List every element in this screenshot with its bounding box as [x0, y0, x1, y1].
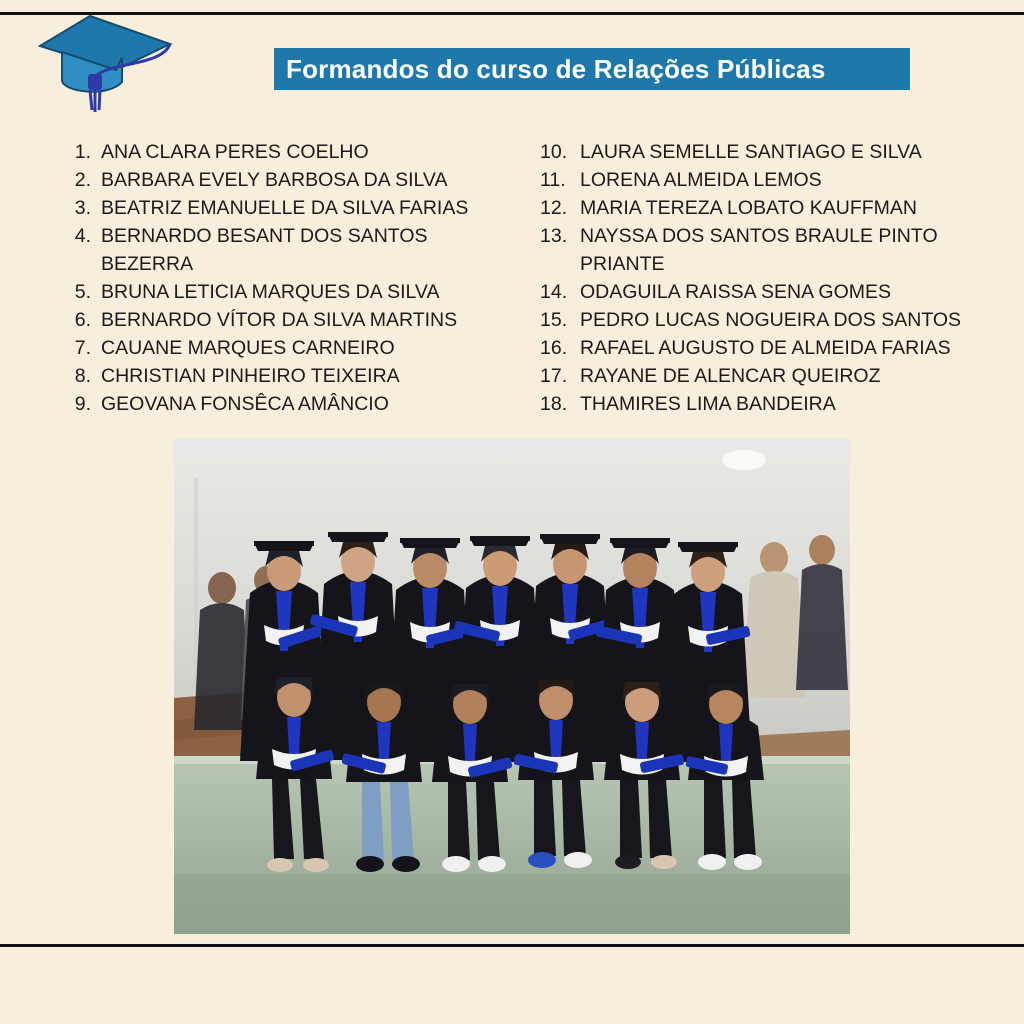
- list-item: [64, 334, 524, 362]
- list-item-name: RAFAEL AUGUSTO DE ALMEIDA FARIAS: [580, 337, 951, 359]
- list-item-name: PEDRO LUCAS NOGUEIRA DOS SANTOS: [580, 309, 962, 331]
- list-item: [540, 138, 990, 166]
- list-item: [540, 306, 990, 334]
- list-item-number: 15.: [540, 309, 568, 331]
- list-item: [540, 194, 990, 222]
- list-item: [64, 390, 524, 418]
- list-item-name: BERNARDO BESANT DOS SANTOS BEZERRA: [101, 225, 428, 275]
- list-item: [540, 222, 990, 278]
- list-item: [540, 362, 990, 390]
- list-item: [64, 278, 524, 306]
- list-item-number: 17.: [540, 365, 568, 387]
- graduates-list: [64, 138, 974, 428]
- list-item-name: ANA CLARA PERES COELHO: [101, 141, 369, 163]
- list-item-number: 2.: [74, 169, 91, 191]
- list-item-number: 6.: [74, 309, 91, 331]
- list-item-name: BRUNA LETICIA MARQUES DA SILVA: [101, 281, 440, 303]
- list-item-name: MARIA TEREZA LOBATO KAUFFMAN: [580, 197, 917, 219]
- graduation-cap-icon: [30, 6, 180, 126]
- list-item: [540, 334, 990, 362]
- list-item: [64, 166, 524, 194]
- list-item-number: 16.: [540, 337, 568, 359]
- list-item-name: RAYANE DE ALENCAR QUEIROZ: [580, 365, 881, 387]
- list-item: [540, 390, 990, 418]
- list-item-number: 12.: [540, 197, 568, 219]
- list-item-name: THAMIRES LIMA BANDEIRA: [580, 393, 836, 415]
- list-item-number: 13.: [540, 225, 568, 247]
- list-item-name: LORENA ALMEIDA LEMOS: [580, 169, 822, 191]
- list-item: [540, 166, 990, 194]
- list-item-number: 7.: [74, 337, 91, 359]
- list-item: [64, 194, 524, 222]
- list-item-name: CAUANE MARQUES CARNEIRO: [101, 337, 395, 359]
- list-item-name: LAURA SEMELLE SANTIAGO E SILVA: [580, 141, 922, 163]
- list-item-number: 18.: [540, 393, 568, 415]
- list-item-number: 14.: [540, 281, 568, 303]
- list-item-number: 5.: [74, 281, 91, 303]
- list-item-name: BARBARA EVELY BARBOSA DA SILVA: [101, 169, 448, 191]
- list-item-number: 4.: [74, 225, 91, 247]
- graduates-column-left: [64, 138, 524, 418]
- list-item-number: 1.: [74, 141, 91, 163]
- list-item-number: 10.: [540, 141, 568, 163]
- page-title: Formandos do curso de Relações Públicas: [286, 53, 826, 84]
- list-item-number: 11.: [540, 169, 566, 191]
- list-item-name: BERNARDO VÍTOR DA SILVA MARTINS: [101, 309, 458, 331]
- list-item-name: CHRISTIAN PINHEIRO TEIXEIRA: [101, 365, 400, 387]
- list-item-number: 3.: [74, 197, 91, 219]
- class-group-photo: [174, 438, 850, 934]
- list-item-name: NAYSSA DOS SANTOS BRAULE PINTO PRIANTE: [580, 225, 938, 275]
- list-item-name: ODAGUILA RAISSA SENA GOMES: [580, 281, 892, 303]
- list-item: [64, 222, 524, 278]
- list-item-number: 8.: [74, 365, 91, 387]
- list-item: [540, 278, 990, 306]
- list-item: [64, 138, 524, 166]
- list-item-number: 9.: [74, 393, 91, 415]
- bottom-divider: [0, 944, 1024, 947]
- list-item: [64, 362, 524, 390]
- list-item-name: BEATRIZ EMANUELLE DA SILVA FARIAS: [101, 197, 469, 219]
- graduates-column-right: [540, 138, 990, 418]
- list-item-name: GEOVANA FONSÊCA AMÂNCIO: [101, 393, 389, 415]
- page-title-band: [274, 48, 910, 90]
- list-item: [64, 306, 524, 334]
